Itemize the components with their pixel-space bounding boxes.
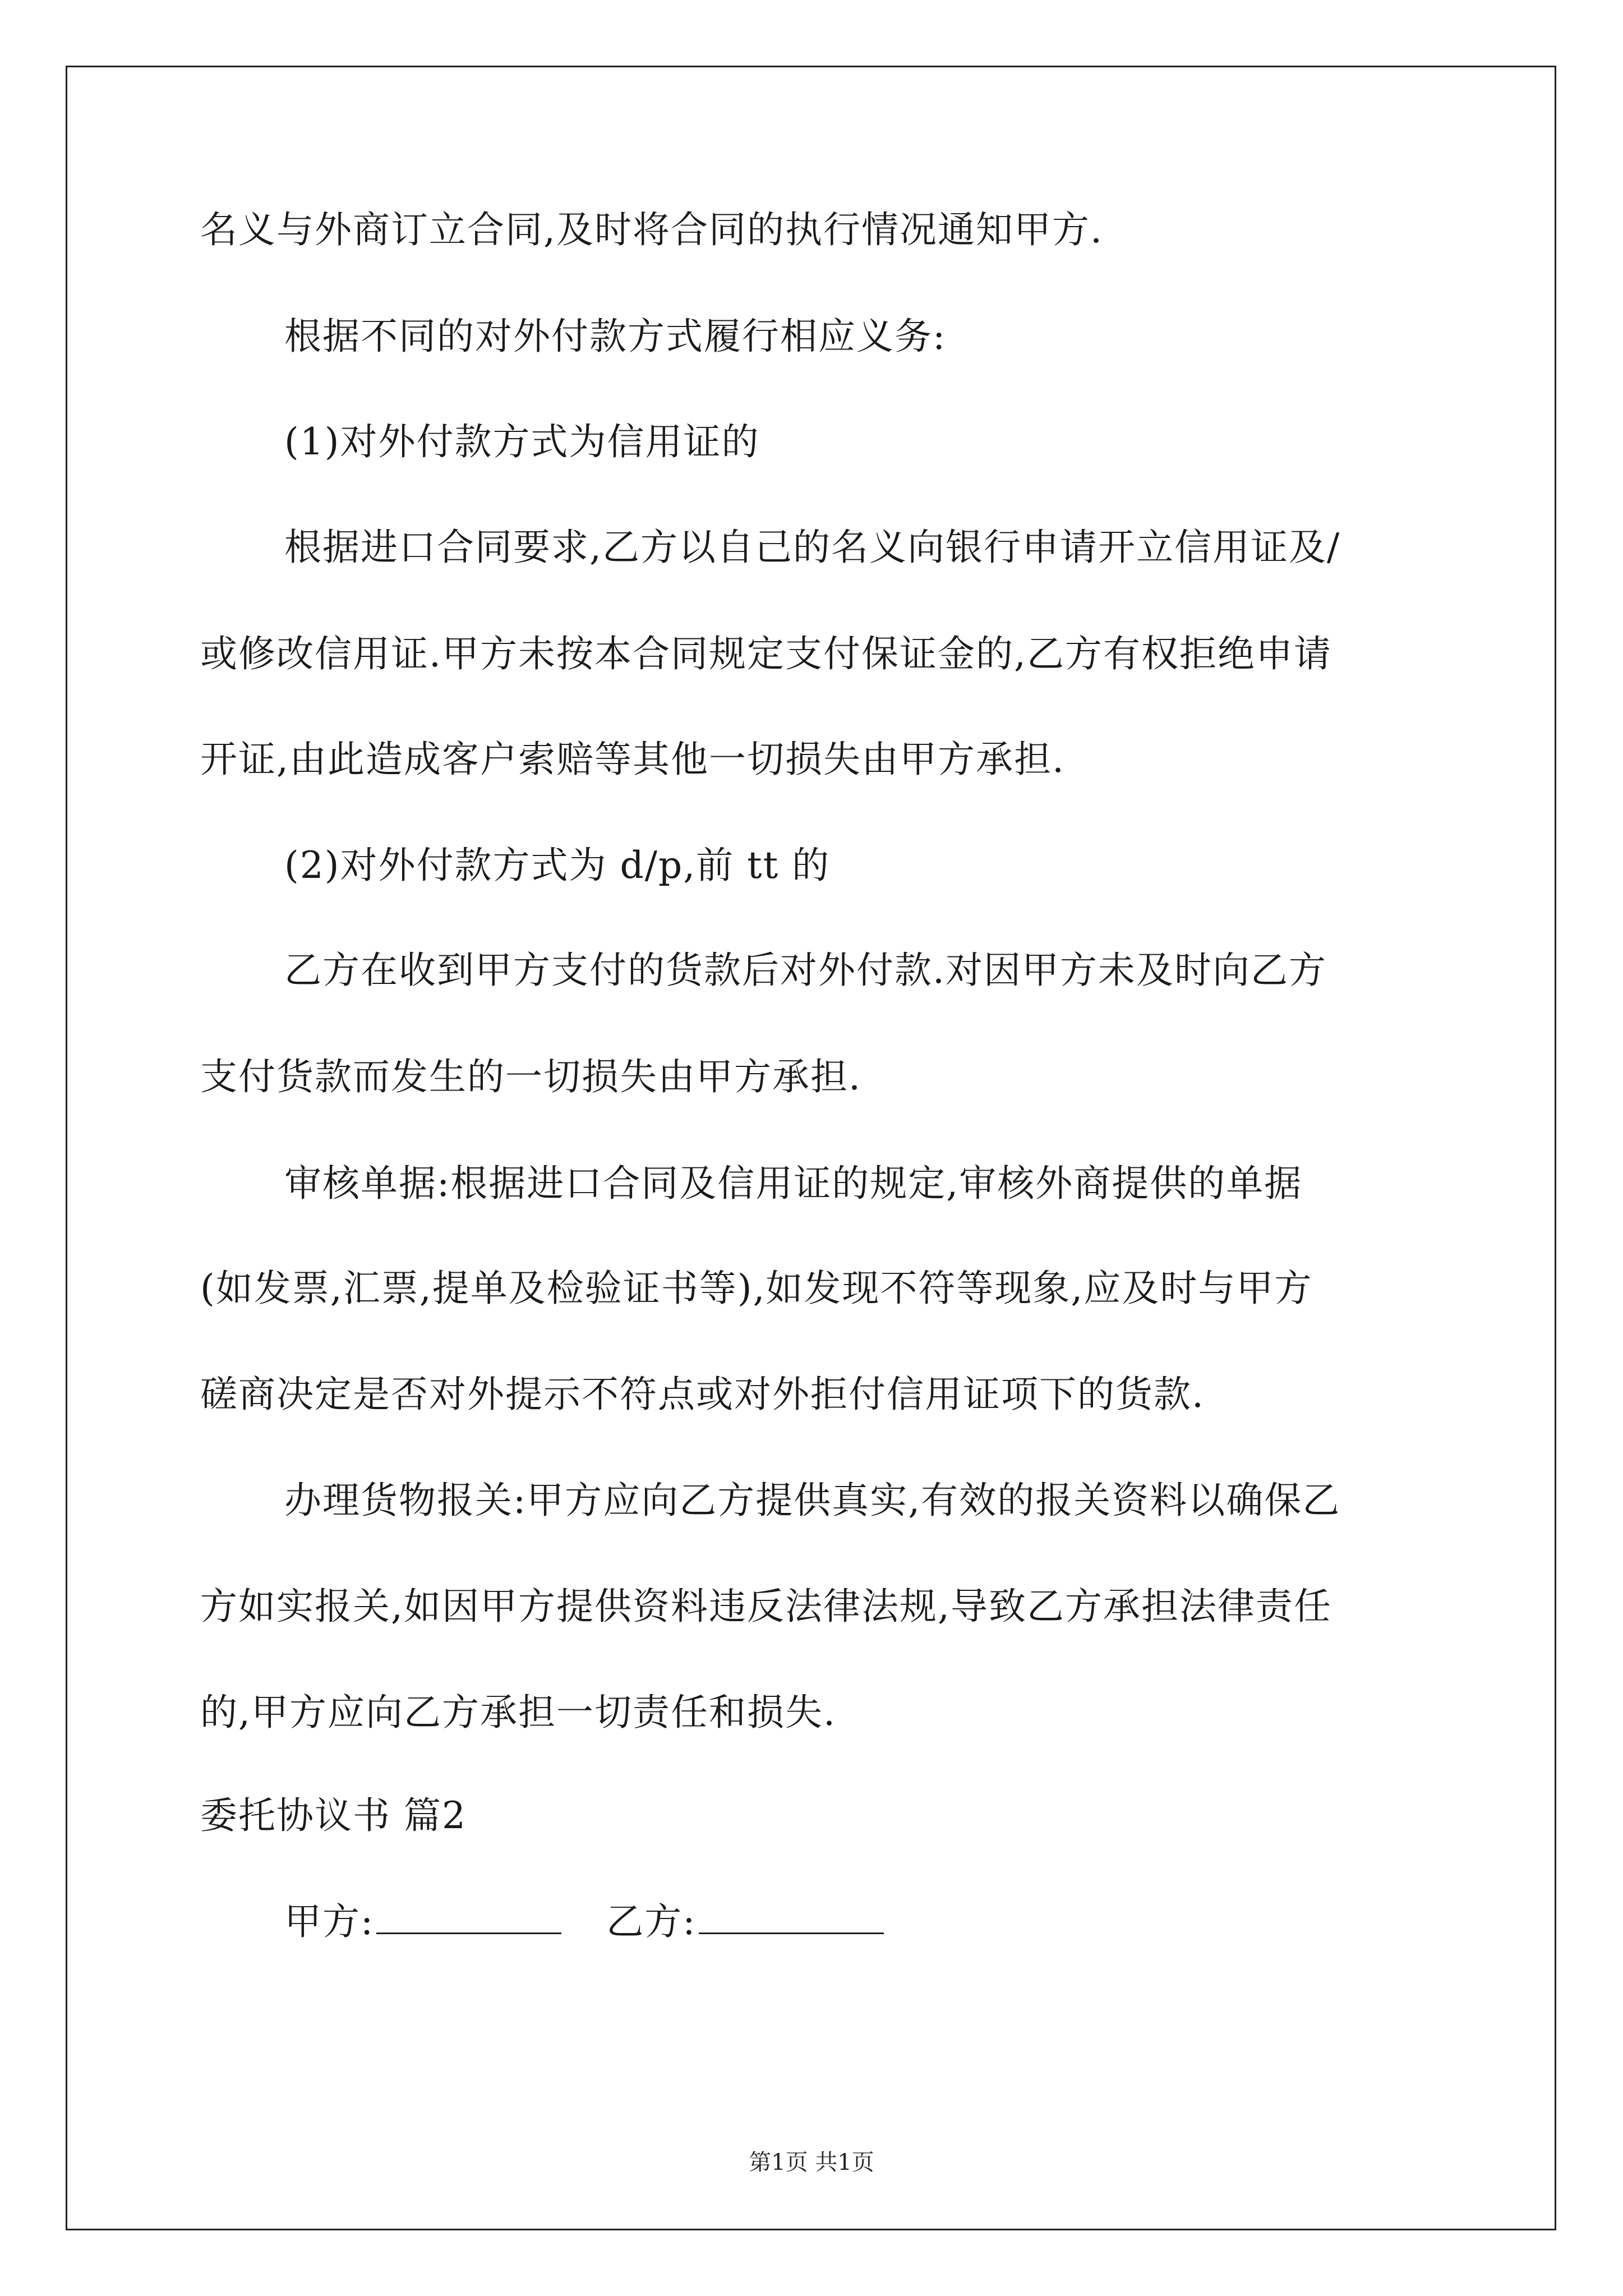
paragraph-line: 磋商决定是否对外提示不符点或对外拒付信用证项下的货款. bbox=[200, 1373, 1205, 1416]
paragraph-line: 支付货款而发生的一切损失由甲方承担. bbox=[200, 1055, 861, 1098]
paragraph-line: 根据进口合同要求,乙方以自己的名义向银行申请开立信用证及/ bbox=[284, 526, 1341, 569]
page-footer: 第1页 共1页 bbox=[749, 2150, 874, 2175]
paragraph-line: (2)对外付款方式为 d/p,前 tt 的 bbox=[284, 844, 831, 887]
parties-line bbox=[284, 1899, 884, 1944]
paragraph-line: 名义与外商订立合同,及时将合同的执行情况通知甲方. bbox=[200, 208, 1103, 251]
paragraph-line: 乙方在收到甲方支付的货款后对外付款.对因甲方未及时向乙方 bbox=[284, 949, 1327, 992]
party-a-blank bbox=[376, 1899, 561, 1934]
paragraph-line: 方如实报关,如因甲方提供资料违反法律法规,导致乙方承担法律责任 bbox=[200, 1585, 1332, 1628]
paragraph-line: (如发票,汇票,提单及检验证书等),如发现不符等现象,应及时与甲方 bbox=[200, 1267, 1313, 1310]
paragraph-line: (1)对外付款方式为信用证的 bbox=[284, 420, 760, 463]
paragraph-line: 根据不同的对外付款方式履行相应义务: bbox=[284, 315, 947, 358]
paragraph-line: 办理货物报关:甲方应向乙方提供真实,有效的报关资料以确保乙 bbox=[284, 1479, 1341, 1522]
party-a-label: 甲方: bbox=[284, 1900, 375, 1943]
party-b-label: 乙方: bbox=[606, 1900, 697, 1943]
paragraph-line: 的,甲方应向乙方承担一切责任和损失. bbox=[200, 1691, 836, 1734]
paragraph-line: 审核单据:根据进口合同及信用证的规定,审核外商提供的单据 bbox=[284, 1162, 1303, 1205]
party-b-blank bbox=[699, 1899, 884, 1934]
paragraph-line: 开证,由此造成客户索赔等其他一切损失由甲方承担. bbox=[200, 738, 1065, 781]
paragraph-line: 或修改信用证.甲方未按本合同规定支付保证金的,乙方有权拒绝申请 bbox=[200, 632, 1332, 675]
section-heading: 委托协议书 篇2 bbox=[200, 1794, 467, 1837]
